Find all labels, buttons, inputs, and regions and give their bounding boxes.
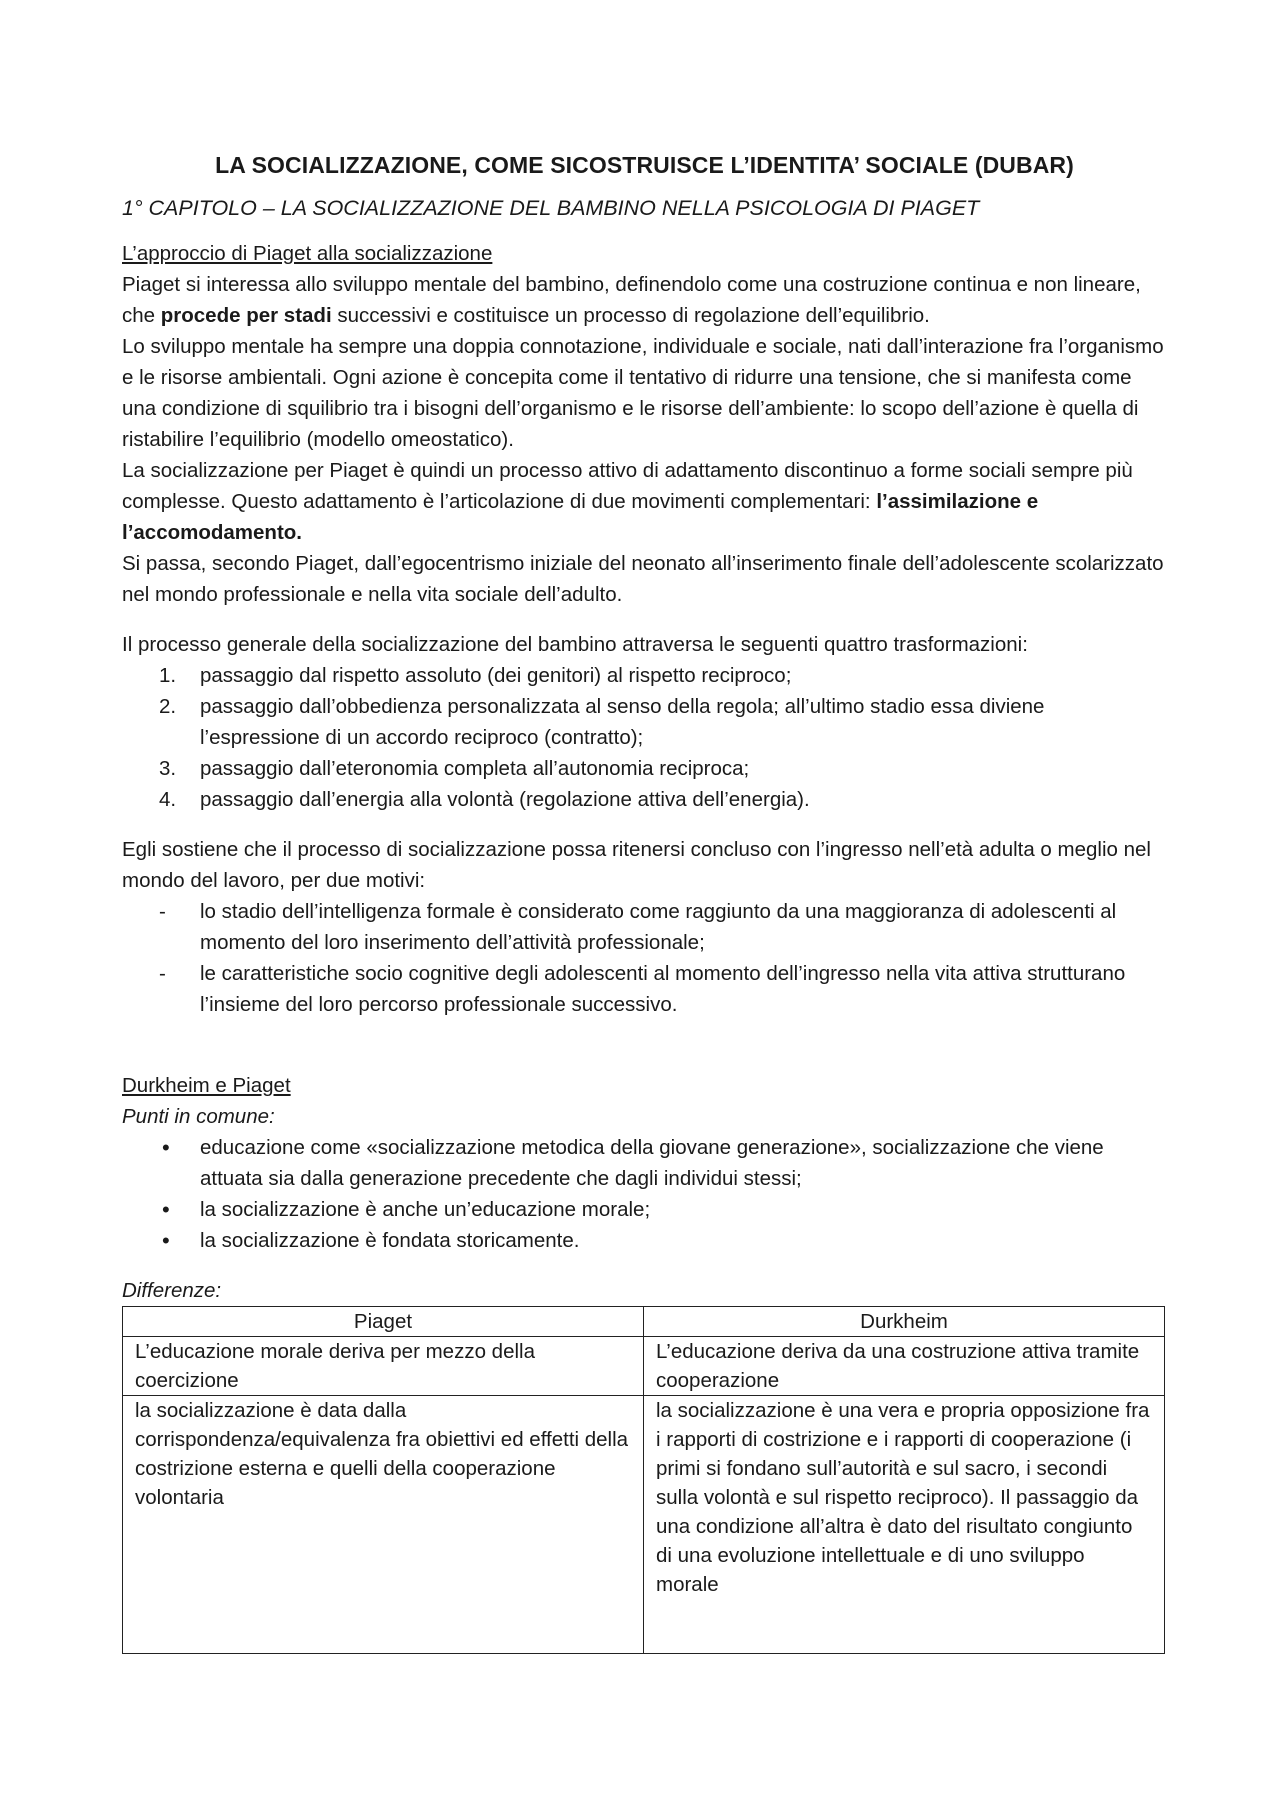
paragraph: Si passa, secondo Piaget, dall’egocentrismo iniziale del neonato all’inserimento finale dell’adolescente scolarizzato nel mondo professionale e nella vita sociale dell’adulto. bbox=[122, 552, 1164, 606]
list-number: 2. bbox=[159, 695, 177, 718]
list-number: 4. bbox=[159, 788, 177, 811]
comparison-table bbox=[122, 1306, 1165, 1654]
spacer bbox=[122, 1020, 1167, 1070]
list-item-text: passaggio dall’obbedienza personalizzata al senso della regola; all’ultimo stadio essa diviene l’espressione di un accordo reciproco (contratto); bbox=[200, 695, 1045, 749]
list-item-text: passaggio dal rispetto assoluto (dei genitori) al rispetto reciproco; bbox=[200, 664, 792, 687]
list-item-text: passaggio dall’energia alla volontà (regolazione attiva dell’energia). bbox=[200, 788, 810, 811]
list-item bbox=[122, 753, 1167, 784]
column-header-durkheim: Durkheim bbox=[644, 1307, 1165, 1337]
table-row bbox=[123, 1396, 1165, 1654]
document-page bbox=[122, 150, 1167, 1654]
list-number: 1. bbox=[159, 664, 177, 687]
section-heading-piaget: L’approccio di Piaget alla socializzazione bbox=[122, 242, 493, 265]
paragraph-text: La socializzazione per Piaget è quindi un processo attivo di adattamento discontinuo a forme sociali sempre più complesse. Questo adattamento è l’articolazione di due movimenti complementari: bbox=[122, 459, 1133, 513]
list-item bbox=[122, 1225, 1167, 1256]
list-item bbox=[122, 1194, 1167, 1225]
table-header-row bbox=[123, 1307, 1165, 1337]
reasons-list bbox=[122, 896, 1167, 1020]
dash-marker: - bbox=[159, 962, 166, 985]
list-item-text: la socializzazione è fondata storicamente. bbox=[200, 1229, 580, 1252]
table-cell: L’educazione deriva da una costruzione attiva tramite cooperazione bbox=[644, 1337, 1165, 1396]
document-title: LA SOCIALIZZAZIONE, COME SICOSTRUISCE L’IDENTITA’ SOCIALE (DUBAR) bbox=[215, 152, 1074, 178]
paragraph bbox=[122, 455, 1167, 548]
list-item-text: passaggio dall’eteronomia completa all’autonomia reciproca; bbox=[200, 757, 750, 780]
list-item bbox=[122, 958, 1167, 1020]
paragraph-text: successivi e costituisce un processo di regolazione dell’equilibrio. bbox=[331, 304, 930, 327]
chapter-heading: 1° CAPITOLO – LA SOCIALIZZAZIONE DEL BAMBINO NELLA PSICOLOGIA DI PIAGET bbox=[122, 196, 980, 220]
common-points-list bbox=[122, 1132, 1167, 1256]
table-cell: la socializzazione è data dalla corrispondenza/equivalenza fra obiettivi ed effetti della costrizione esterna e quelli della cooperazione volontaria bbox=[123, 1396, 644, 1654]
transformations-list bbox=[122, 660, 1167, 815]
bold-text: procede per stadi bbox=[160, 304, 332, 327]
section-heading-durkheim: Durkheim e Piaget bbox=[122, 1074, 291, 1097]
list-item bbox=[122, 784, 1167, 815]
dash-marker: - bbox=[159, 900, 166, 923]
table-row bbox=[123, 1337, 1165, 1396]
spacer bbox=[122, 610, 1167, 629]
list-item-text: le caratteristiche socio cognitive degli adolescenti al momento dell’ingresso nella vita attiva strutturano l’insieme del loro percorso professionale successivo. bbox=[200, 962, 1126, 1016]
list-item-text: la socializzazione è anche un’educazione morale; bbox=[200, 1198, 651, 1221]
list-item bbox=[122, 691, 1167, 753]
list-item bbox=[122, 1132, 1167, 1194]
paragraph: Lo sviluppo mentale ha sempre una doppia connotazione, individuale e sociale, nati dall’interazione fra l’organismo e le risorse ambientali. Ogni azione è concepita come il tentativo di ridurre una tensione, che si manifesta come una condizione di squilibrio tra i bisogni dell’organismo e le risorse dell’ambiente: lo scopo dell’azione è quella di ristabilire l’equilibrio (modello omeostatico). bbox=[122, 335, 1164, 451]
table-cell: la socializzazione è una vera e propria opposizione fra i rapporti di costrizione e i rapporti di cooperazione (i primi si fondano sull’autorità e sul sacro, i secondi sulla volontà e sul rispetto reciproco). Il passaggio da una condizione all’altra è dato del risultato congiunto di una evoluzione intellettuale e di uno sviluppo morale bbox=[644, 1396, 1165, 1654]
list-number: 3. bbox=[159, 757, 177, 780]
differences-label: Differenze: bbox=[122, 1279, 222, 1302]
common-points-label: Punti in comune: bbox=[122, 1105, 275, 1128]
list-item bbox=[122, 896, 1167, 958]
bold-text: l’assimilazione e l’accomodamento. bbox=[122, 490, 1039, 544]
table-cell: L’educazione morale deriva per mezzo della coercizione bbox=[123, 1337, 644, 1396]
bullet-icon: • bbox=[162, 1228, 170, 1253]
paragraph bbox=[122, 269, 1167, 331]
column-header-piaget: Piaget bbox=[123, 1307, 644, 1337]
bullet-icon: • bbox=[162, 1197, 170, 1222]
list-item bbox=[122, 660, 1167, 691]
paragraph-text: Piaget si interessa allo sviluppo mentale del bambino, definendolo come una costruzione continua e non lineare, che bbox=[122, 273, 1141, 327]
spacer bbox=[122, 815, 1167, 834]
spacer bbox=[122, 1256, 1167, 1275]
paragraph: Egli sostiene che il processo di socializzazione possa ritenersi concluso con l’ingresso nell’età adulta o meglio nel mondo del lavoro, per due motivi: bbox=[122, 838, 1151, 892]
list-item-text: educazione come «socializzazione metodica della giovane generazione», socializzazione che viene attuata sia dalla generazione precedente che dagli individui stessi; bbox=[200, 1136, 1104, 1190]
bullet-icon: • bbox=[162, 1135, 170, 1160]
list-item-text: lo stadio dell’intelligenza formale è considerato come raggiunto da una maggioranza di adolescenti al momento del loro inserimento dell’attività professionale; bbox=[200, 900, 1117, 954]
paragraph: Il processo generale della socializzazione del bambino attraversa le seguenti quattro trasformazioni: bbox=[122, 633, 1028, 656]
